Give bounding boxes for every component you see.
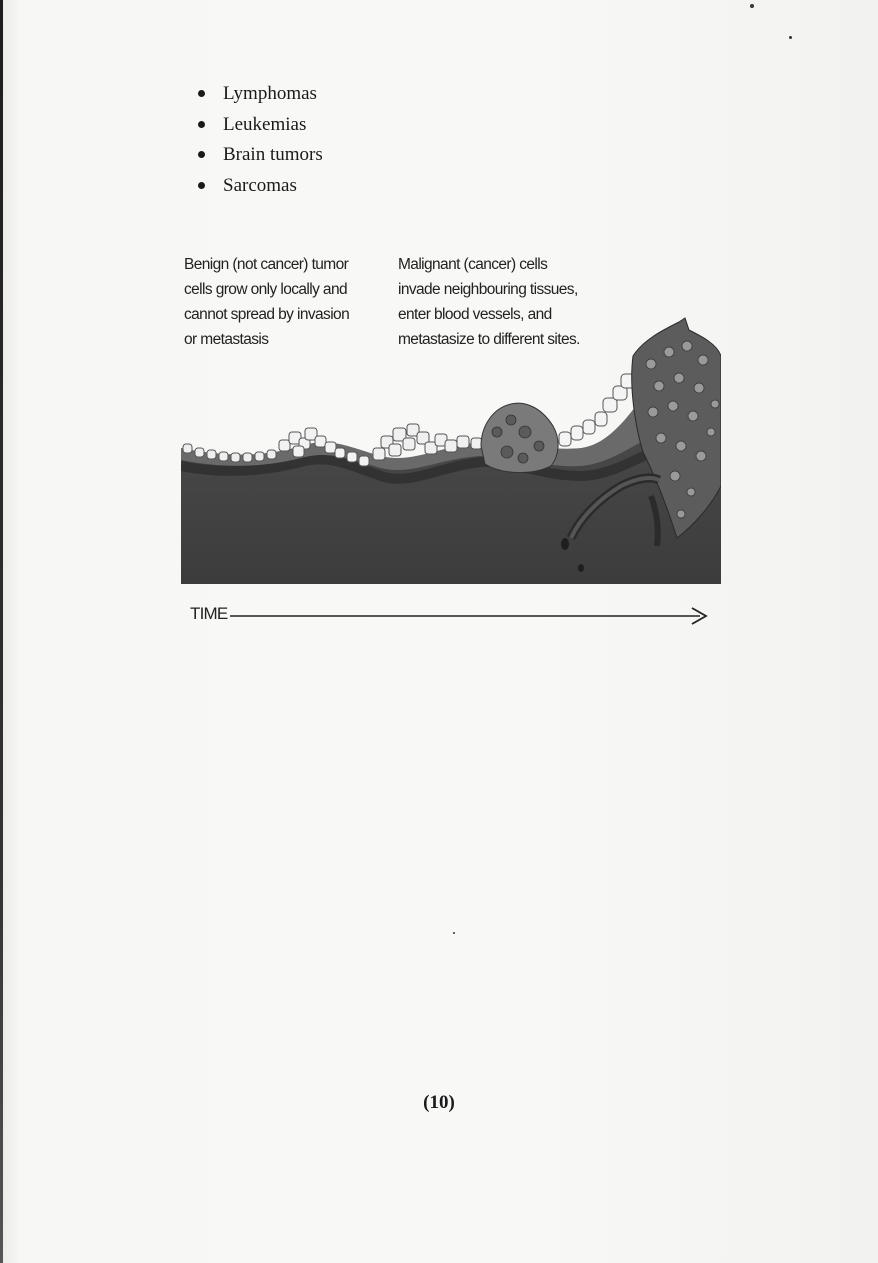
scan-speck [453,932,455,934]
time-label: TIME [190,604,228,623]
malignant-caption: Malignant (cancer) cells invade neighbouring tissues, enter blood vessels, and metastasize to different sites. [398,256,580,348]
list-item-label: Brain tumors [223,144,323,165]
scan-speck [789,36,792,39]
list-item [196,80,323,111]
scan-edge [0,0,3,1263]
scan-speck [750,4,754,8]
dysplasia-cluster [481,403,558,472]
tumor-progression-illustration [181,316,721,584]
bullet-icon [198,182,205,189]
list-item [196,172,323,203]
bullet-icon [198,90,205,97]
bullet-icon [198,121,205,128]
bullet-icon [198,151,205,158]
list-item [196,141,323,172]
arrow-right-icon [230,604,708,628]
list-item [196,111,323,142]
list-item-label: Lymphomas [223,83,317,104]
benign-caption: Benign (not cancer) tumor cells grow only locally and cannot spread by invasion or metastasis [184,256,350,348]
list-item-label: Leukemias [223,113,307,135]
time-axis [190,602,710,630]
page-number: (10) [423,1092,455,1113]
cancer-types-list [196,80,323,202]
list-item-label: Sarcomas [223,174,297,196]
